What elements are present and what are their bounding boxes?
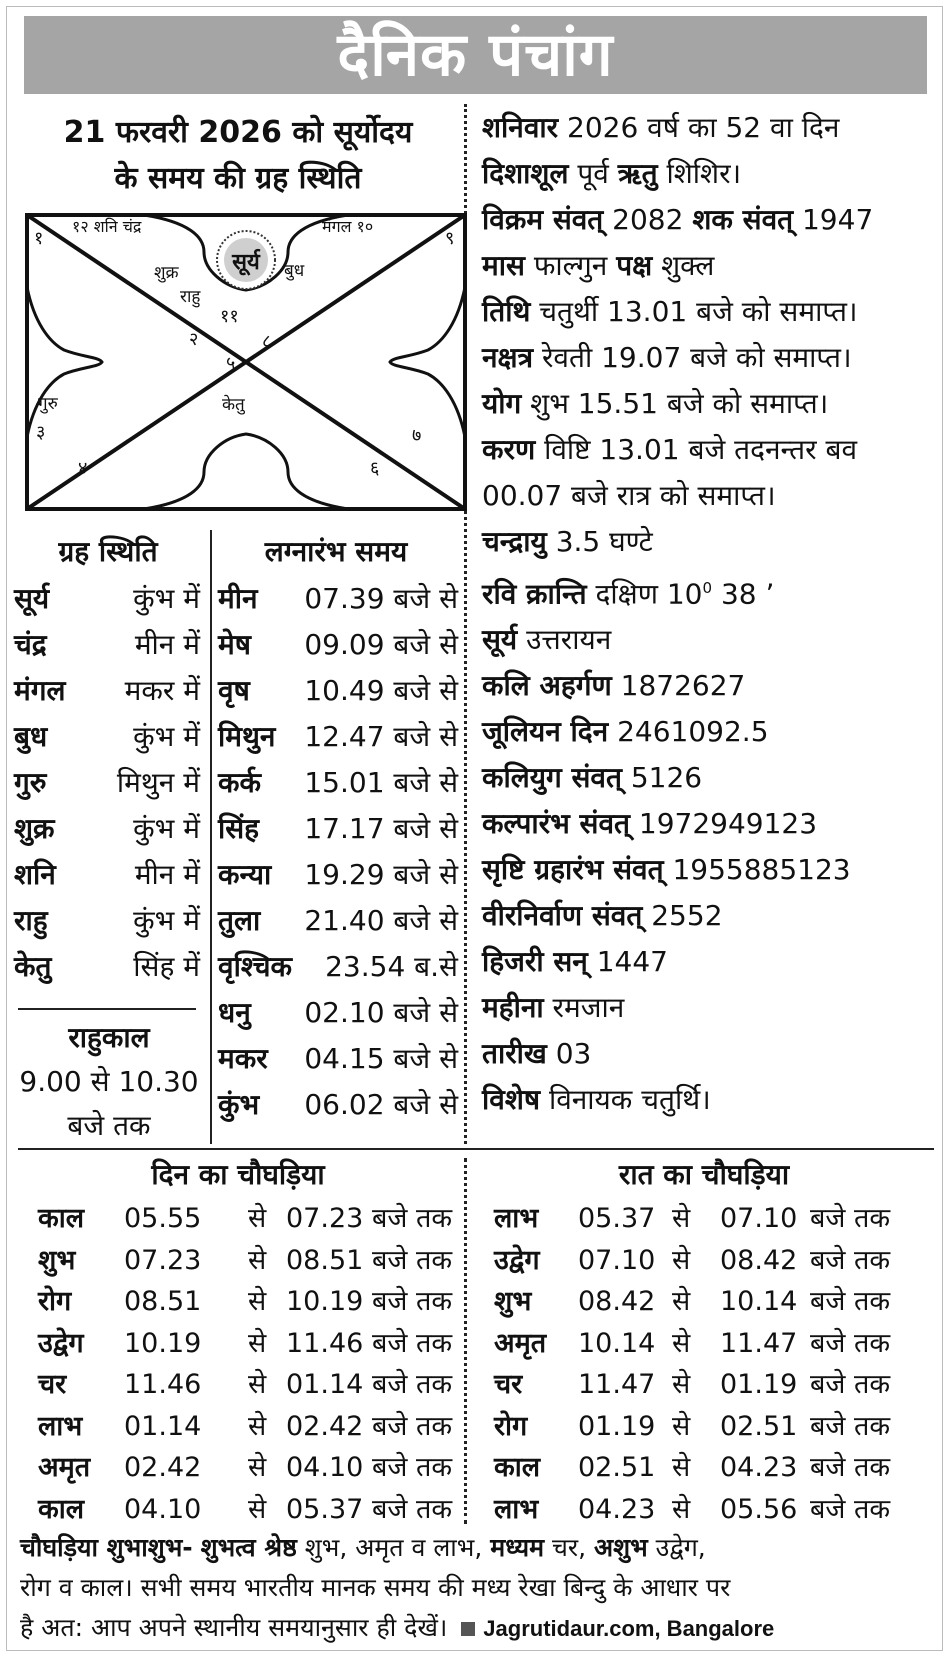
lagna-row: वृष 10.49 बजे से	[218, 674, 458, 707]
info-line: सूर्य उत्तरायन	[482, 623, 612, 657]
kundli-curve-left	[27, 287, 102, 437]
choghadiya-row: चर 11.46 से 01.14 बजे तक	[38, 1369, 453, 1400]
kundli-house-9: ९	[445, 228, 455, 249]
info-line: वीरनिर्वाण संवत् 2552	[482, 899, 723, 933]
choghadiya-row: शुभ 07.23 से 08.51 बजे तक	[38, 1244, 453, 1276]
info-line: मास फाल्गुन पक्ष शुक्ल	[482, 249, 715, 282]
footer-line1: चौघड़िया शुभाशुभ- शुभत्व श्रेष्ठ शुभ, अमृत व लाभ, मध्यम चर, अशुभ उद्वेग,	[20, 1533, 706, 1562]
section-divider	[18, 1148, 934, 1150]
kundli-house-8: ८	[262, 331, 272, 352]
info-line: दिशाशूल पूर्व ऋतु शिशिर।	[482, 157, 742, 190]
kundli-house-12: १२ शनि चंद्र	[72, 217, 142, 236]
lagna-row: मिथुन 12.47 बजे से	[218, 720, 458, 753]
info-line: तारीख 03	[482, 1037, 592, 1071]
day-choghadiya-header: दिन का चौघड़िया	[151, 1158, 325, 1191]
kundli-house-4: ४	[78, 458, 88, 479]
footer-line2: रोग व काल। सभी समय भारतीय मानक समय की मध्य रेखा बिन्दु के आधार पर	[20, 1573, 731, 1602]
rahukaal-until: बजे तक	[67, 1109, 151, 1142]
night-choghadiya-header: रात का चौघड़िया	[618, 1158, 790, 1191]
lagna-row: तुला 21.40 बजे से	[218, 904, 458, 937]
choghadiya-row: अमृत 02.42 से 04.10 बजे तक	[38, 1452, 453, 1483]
graha-row: बुध कुंभ में	[14, 720, 200, 753]
info-line: शनिवार 2026 वर्ष का 52 वा दिन	[482, 111, 840, 144]
info-line: जूलियन दिन 2461092.5	[482, 715, 769, 749]
choghadiya-row: अमृत 10.14 से 11.47 बजे तक	[494, 1327, 891, 1359]
lagna-row: धनु 02.10 बजे से	[218, 996, 458, 1029]
info-line: चन्द्रायु 3.5 घण्टे	[482, 525, 653, 558]
info-line: सृष्टि ग्रहारंभ संवत् 1955885123	[482, 853, 851, 887]
kundli-house-10: मंगल १०	[322, 217, 374, 236]
graha-row: शुक्र कुंभ में	[14, 812, 200, 845]
choghadiya-row: लाभ 01.14 से 02.42 बजे तक	[38, 1410, 453, 1442]
lagna-row: मकर 04.15 बजे से	[218, 1042, 458, 1075]
choghadiya-row: उद्वेग 10.19 से 11.46 बजे तक	[38, 1327, 453, 1359]
kundli-house-7: ७	[412, 425, 422, 446]
choghadiya-row: काल 02.51 से 04.23 बजे तक	[494, 1452, 891, 1483]
section-divider	[18, 1008, 196, 1010]
info-line: तिथि चतुर्थी 13.01 बजे को समाप्त।	[482, 295, 858, 328]
info-line: कल्पारंभ संवत् 1972949123	[482, 807, 818, 841]
choghadiya-row: उद्वेग 07.10 से 08.42 बजे तक	[494, 1244, 891, 1276]
kundli-rahu: राहु	[180, 287, 201, 307]
rahukaal-box	[14, 1016, 204, 1148]
lagna-row: मीन 07.39 बजे से	[218, 582, 458, 615]
kundli-house-3: ३	[36, 422, 46, 443]
info-line: कलि अहर्गण 1872627	[482, 669, 746, 703]
panchang-details	[482, 105, 942, 1123]
info-line: रवि क्रान्ति दक्षिण $10^0$ 38 ’	[482, 577, 775, 611]
choghadiya-row: शुभ 08.42 से 10.14 बजे तक	[494, 1286, 891, 1317]
chart-heading-line2: के समय की ग्रह स्थिति	[114, 161, 362, 196]
graha-row: सूर्य कुंभ में	[14, 582, 200, 615]
kundli-house-11: ११	[220, 306, 239, 327]
credit-square-icon	[461, 1622, 475, 1636]
night-choghadiya-table	[494, 1198, 934, 1530]
rahukaal-title: राहुकाल	[68, 1021, 150, 1054]
choghadiya-row: लाभ 04.23 से 05.56 बजे तक	[494, 1493, 891, 1525]
lagna-row: कुंभ 06.02 बजे से	[218, 1088, 458, 1121]
kundli-house-6: ६	[370, 458, 380, 479]
info-line: 00.07 बजे रात्र को समाप्त।	[482, 479, 776, 512]
choghadiya-row: काल 05.55 से 07.23 बजे तक	[38, 1203, 453, 1234]
footer-line3: है अत: आप अपने स्थानीय समयानुसार ही देखें। Jagrutidaur.com, Bangalore	[20, 1613, 775, 1642]
choghadiya-row: चर 11.47 से 01.19 बजे तक	[494, 1369, 891, 1400]
info-line: योग शुभ 15.51 बजे को समाप्त।	[482, 387, 829, 420]
day-choghadiya-table	[38, 1198, 458, 1530]
kundli-house-1: १	[34, 228, 44, 249]
choghadiya-row: रोग 08.51 से 10.19 बजे तक	[38, 1286, 453, 1317]
lagna-row: कन्या 19.29 बजे से	[218, 858, 458, 891]
kundli-ketu: केतु	[222, 395, 245, 415]
graha-row: केतु सिंह में	[14, 950, 200, 983]
credit-text: Jagrutidaur.com, Bangalore	[483, 1616, 775, 1641]
lagna-row: मेष 09.09 बजे से	[218, 628, 458, 661]
kundli-curve-bottom	[144, 434, 348, 509]
info-line: महीना रमजान	[482, 991, 625, 1025]
choghadiya-row: रोग 01.19 से 02.51 बजे तक	[494, 1410, 891, 1442]
kundli-shukra: शुक्र	[154, 263, 179, 283]
info-line: विशेष विनायक चतुर्थि।	[482, 1083, 711, 1117]
kundli-house-5: ५	[226, 353, 236, 374]
kundli-chart	[24, 212, 468, 512]
kundli-house-2: २	[189, 329, 199, 350]
choghadiya-row: काल 04.10 से 05.37 बजे तक	[38, 1493, 453, 1525]
column-divider	[210, 530, 212, 1144]
lagna-table	[218, 576, 458, 1128]
info-line: करण विष्टि 13.01 बजे तदनन्तर बव	[482, 433, 858, 466]
info-line: नक्षत्र रेवती 19.07 बजे को समाप्त।	[482, 341, 852, 374]
info-line: हिजरी सन् 1447	[482, 945, 668, 979]
kundli-curve-right	[390, 287, 465, 437]
info-line: कलियुग संवत् 5126	[482, 761, 703, 795]
chart-heading	[18, 110, 458, 202]
graha-row: शनि मीन में	[14, 858, 200, 891]
kundli-sun-label: सूर्य	[232, 250, 260, 275]
page-title: दैनिक पंचांग	[24, 16, 927, 94]
choghadiya-row: लाभ 05.37 से 07.10 बजे तक	[494, 1203, 891, 1234]
graha-header: ग्रह स्थिति	[58, 535, 158, 568]
kundli-budh: बुध	[284, 261, 305, 281]
rahukaal-time: 9.00 से 10.30	[19, 1065, 199, 1098]
graha-row: चंद्र मीन में	[14, 628, 200, 661]
info-line: विक्रम संवत् 2082 शक संवत् 1947	[482, 203, 874, 236]
graha-row: मंगल मकर में	[14, 674, 200, 707]
graha-table	[14, 576, 200, 990]
lagna-header: लग्नारंभ समय	[264, 535, 408, 568]
graha-row: राहु कुंभ में	[14, 904, 200, 937]
lagna-row: वृश्चिक 23.54 ब.से	[218, 950, 458, 983]
lagna-row: कर्क 15.01 बजे से	[218, 766, 458, 799]
kundli-guru: गुरु	[38, 394, 58, 414]
footer-note	[20, 1528, 935, 1649]
column-divider	[464, 1158, 467, 1524]
chart-heading-line1: 21 फरवरी 2026 को सूर्योदय	[63, 115, 413, 150]
lagna-row: सिंह 17.17 बजे से	[218, 812, 458, 845]
graha-row: गुरु मिथुन में	[14, 766, 200, 799]
